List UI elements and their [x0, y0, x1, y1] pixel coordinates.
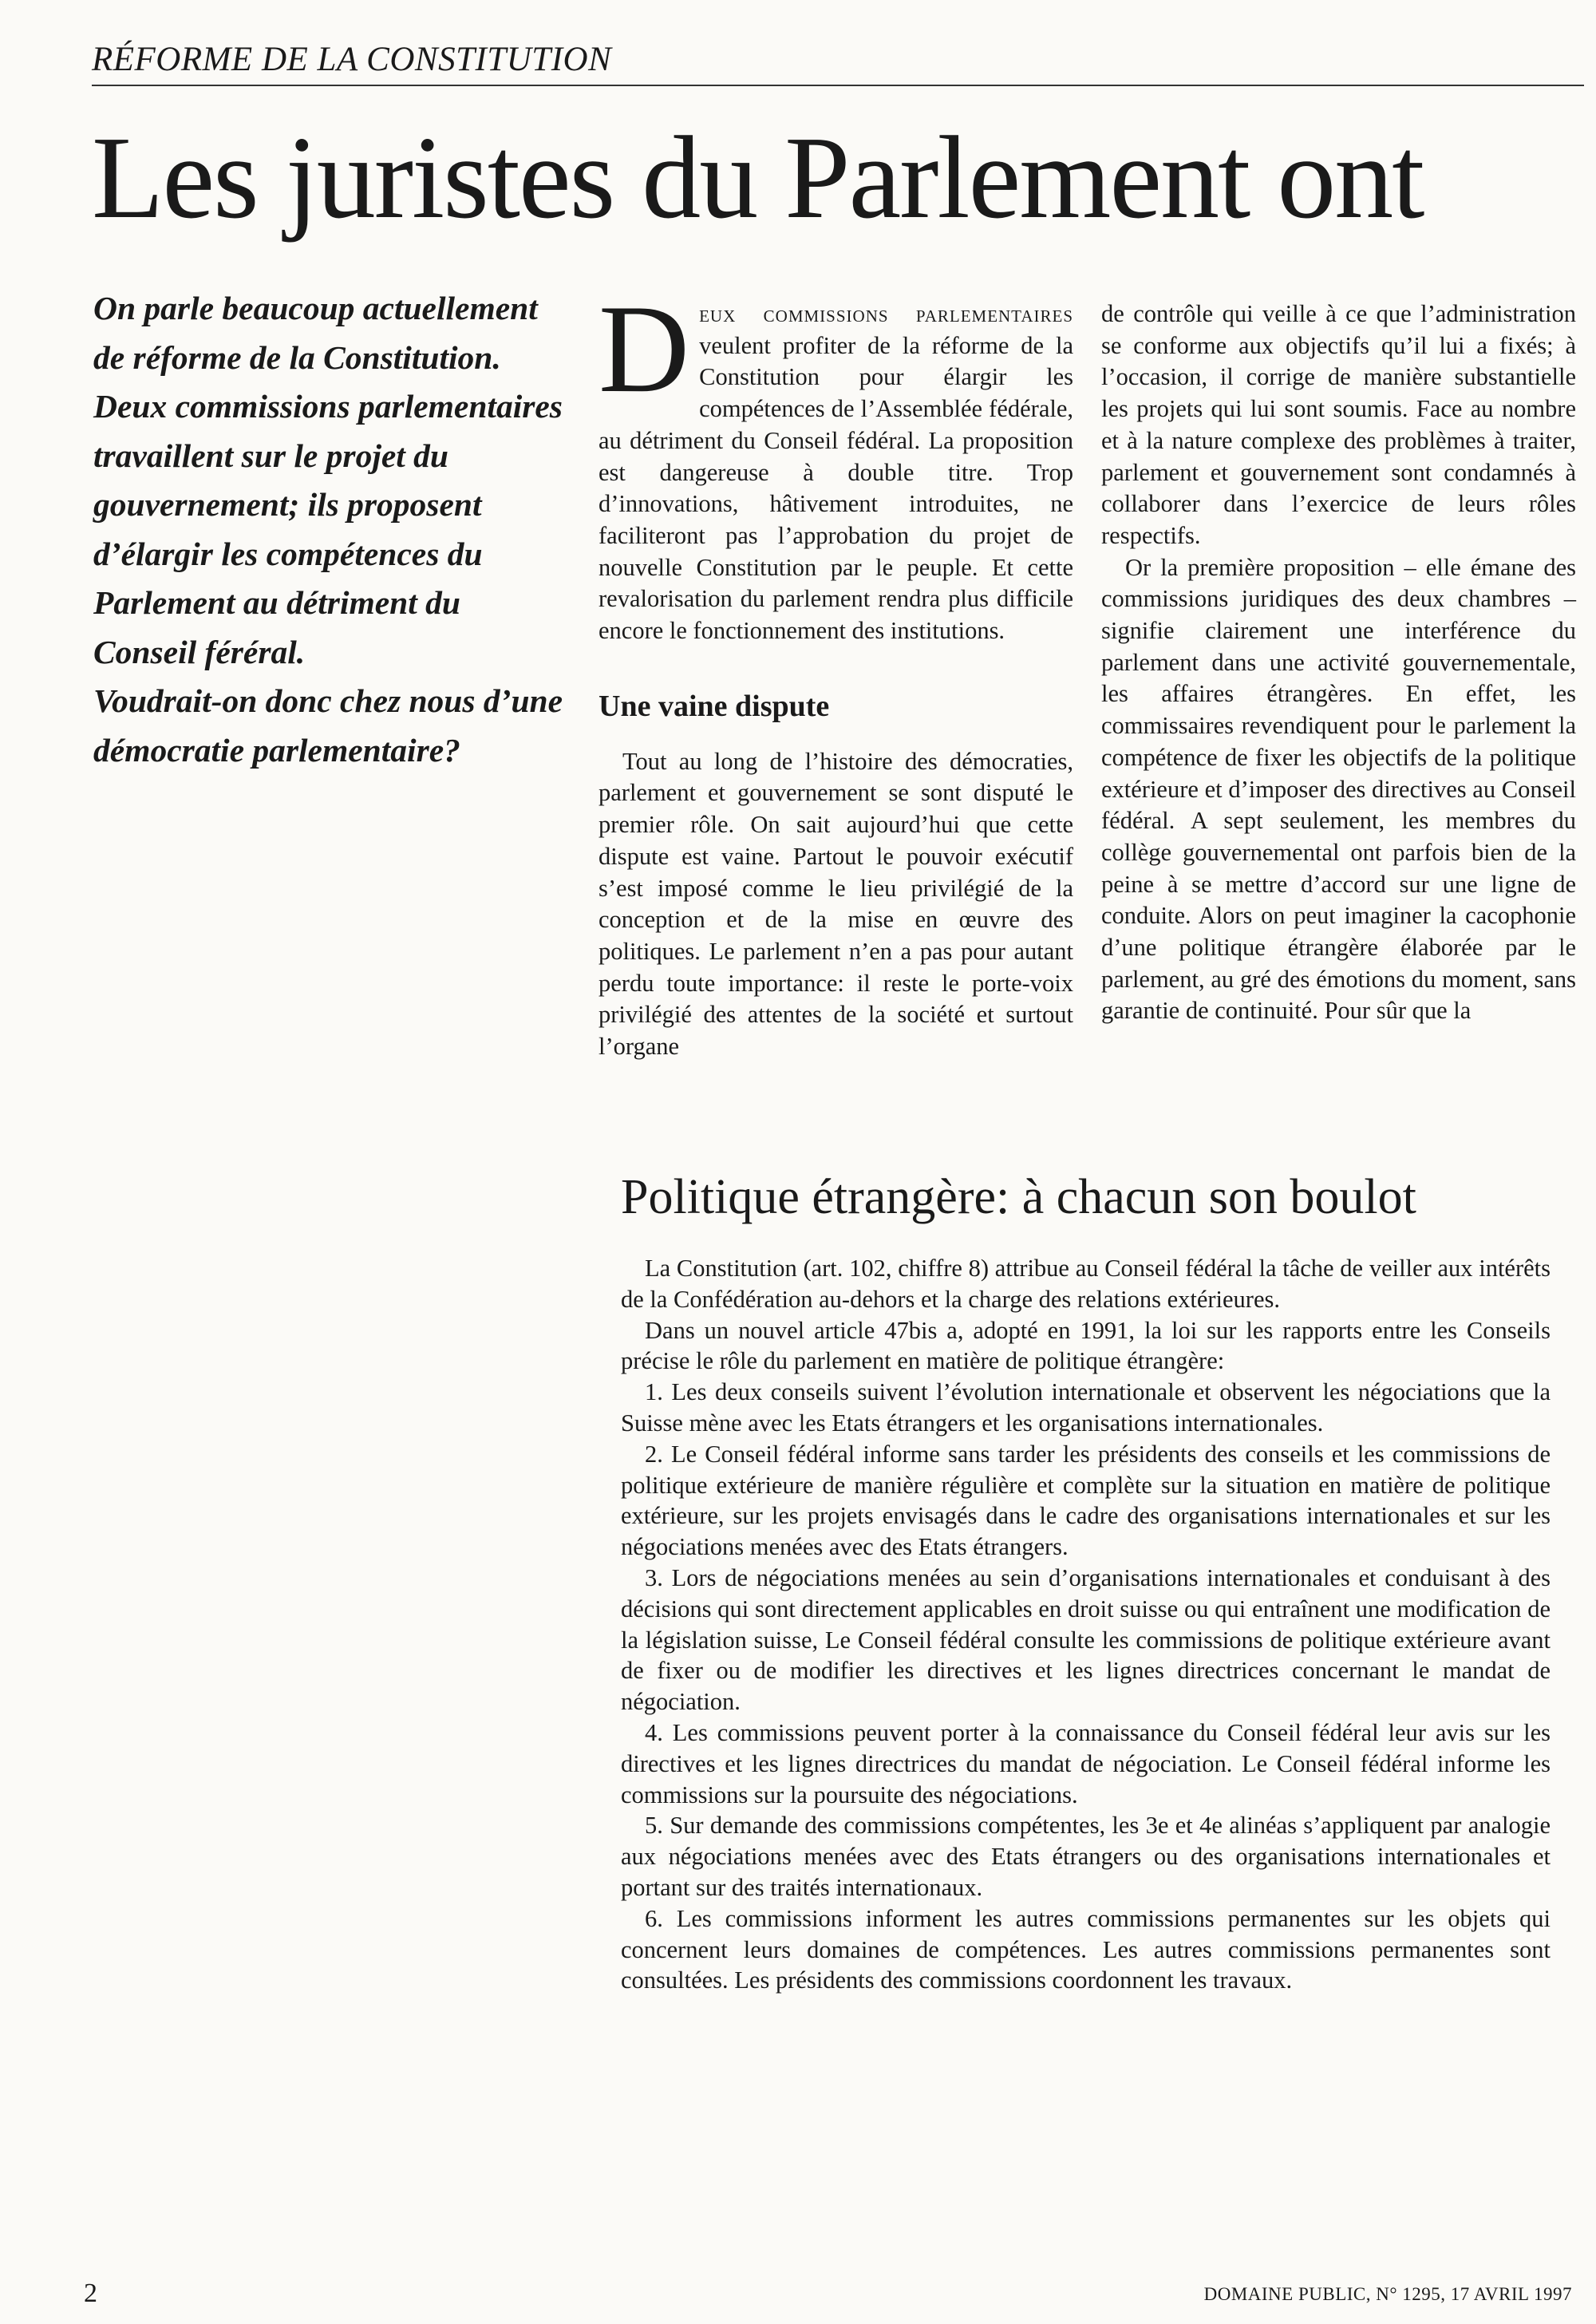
box-heading: Politique étrangère: à chacun son boulot: [621, 1170, 1416, 1224]
box-paragraph: 1. Les deux conseils suivent l’évolution internationale et observent les négociations que la Suisse mène avec les Etats étrangers et les organisations internationales.: [621, 1378, 1551, 1437]
lead-paragraph: Voudrait-on donc chez nous d’une démocratie parlementaire?: [93, 682, 563, 769]
box-paragraph: 4. Les commissions peuvent porter à la connaissance du Conseil fédéral leur avis sur les directives et les lignes directrices du mandat de négociation. Le Conseil fédéral informe les commissions sur la poursuite des négociations.: [621, 1718, 1551, 1808]
box-paragraph: 5. Sur demande des commissions compétentes, les 3e et 4e alinéas s’appliquent par analogie aux négociations menées avec des Etats étrangers ou des organisations internationales et portant sur des traités internationaux.: [621, 1812, 1551, 1901]
box-paragraph: 3. Lors de négociations menées au sein d’organisations internationales et conduisant à des décisions qui sont directement applicables en droit suisse ou qui entraînent une modification de la législation suisse, Le Conseil fédéral consulte les commissions de politique extérieure avant de fixer ou de modifier les directives et les lignes directrices concernant le mandat de négociation.: [621, 1563, 1551, 1716]
drop-cap: D: [598, 279, 690, 419]
article-paragraph: Or la première proposition – elle émane des commissions juridiques des deux chambres – signifie clairement une interférence du parlement dans une activité gouvernementale, les affaires étrangères. En effet, les commissaires revendiquent pour le parlement la compétence de fixer les objectifs de la politique extérieure et d’imposer des directives au Conseil fédéral. A sept seulement, les membres du collège gouvernemental ont parfois bien de la peine à se mettre d’accord sur une ligne de conduite. Alors on peut imaginer la cacophonie d’une politique étrangère élaborée par le parlement, au gré des émotions du moment, sans garantie de continuité. Pour sûr que la: [1101, 553, 1576, 1025]
article-column-2: [1101, 298, 1576, 1027]
publication-footer: DOMAINE PUBLIC, N° 1295, 17 AVRIL 1997: [1203, 2284, 1572, 2304]
article-paragraph: [598, 279, 1073, 647]
article-subhead: Une vaine dispute: [598, 689, 830, 723]
box-paragraph: Dans un nouvel article 47bis a, adopté en 1991, la loi sur les rapports entre les Conseils précise le rôle du parlement en matière de politique étrangère:: [621, 1316, 1551, 1375]
lead-paragraph: Deux commissions parlementaires travaillent sur le projet du gouvernement; ils proposent d’élargir les compétences du Parlement au détriment du Conseil féréral.: [93, 388, 563, 670]
article-paragraph: de contrôle qui veille à ce que l’administration se conforme aux objectifs qu’il lui a fixés; à l’occasion, il corrige de manière substantielle les projets qui lui sont soumis. Face au nombre et à la nature complexe des problèmes à traiter, parlement et gouvernement sont condamnés à collaborer dans l’exercice de leurs rôles respectifs.: [1101, 300, 1576, 549]
article-paragraph: Tout au long de l’histoire des démocraties, parlement et gouvernement se sont disputé le premier rôle. On sait aujourd’hui que cette dispute est vaine. Partout le pouvoir exécutif s’est imposé comme le lieu privilégié de la conception et de la mise en œuvre des politiques. Le parlement n’en a pas pour autant perdu toute importance: il reste le porte-voix privilégié des attentes de la société et surtout l’organe: [598, 747, 1073, 1061]
page-title: Les juristes du Parlement ont: [92, 113, 1424, 243]
box-paragraph: La Constitution (art. 102, chiffre 8) attribue au Conseil fédéral la tâche de veiller aux intérêts de la Confédération au-dehors et la charge des relations extérieures.: [621, 1255, 1551, 1313]
lead-intro: [93, 284, 564, 775]
section-kicker: RÉFORME DE LA CONSTITUTION: [92, 38, 1584, 86]
article-text: veulent profiter de la réforme de la Constitution pour élargir les compétences de l’Assemblée fédérale, au détriment du Conseil fédéral. La proposition est dangereuse à double titre. Trop d’innovations, hâtivement introduites, ne faciliteront pas l’approbation du projet de nouvelle Constitution par le peuple. Et cette revalorisation du parlement rendra plus difficile encore le fonctionnement des institutions.: [598, 331, 1073, 645]
article-column-1: [598, 279, 1073, 1063]
box-paragraph: 2. Le Conseil fédéral informe sans tarder les présidents des conseils et les commissions de politique extérieure de manière régulière et complète sur la situation en matière de politique extérieure, sur les projets envisagés dans le cadre des organisations internationales et sur les négociations menées avec des Etats étrangers.: [621, 1440, 1551, 1561]
lead-paragraph: On parle beaucoup actuellement de réforme de la Constitution.: [93, 290, 538, 376]
page-number: 2: [84, 2279, 97, 2308]
opening-small-caps: eux commissions parlementaires: [699, 300, 1073, 327]
box-paragraph: 6. Les commissions informent les autres commissions permanentes sur les objets qui concernent leurs domaines de compétences. Les autres commissions permanentes sont consultées. Les présidents des commissions coordonnent les travaux.: [621, 1904, 1551, 1994]
box-text: [621, 1253, 1551, 1996]
